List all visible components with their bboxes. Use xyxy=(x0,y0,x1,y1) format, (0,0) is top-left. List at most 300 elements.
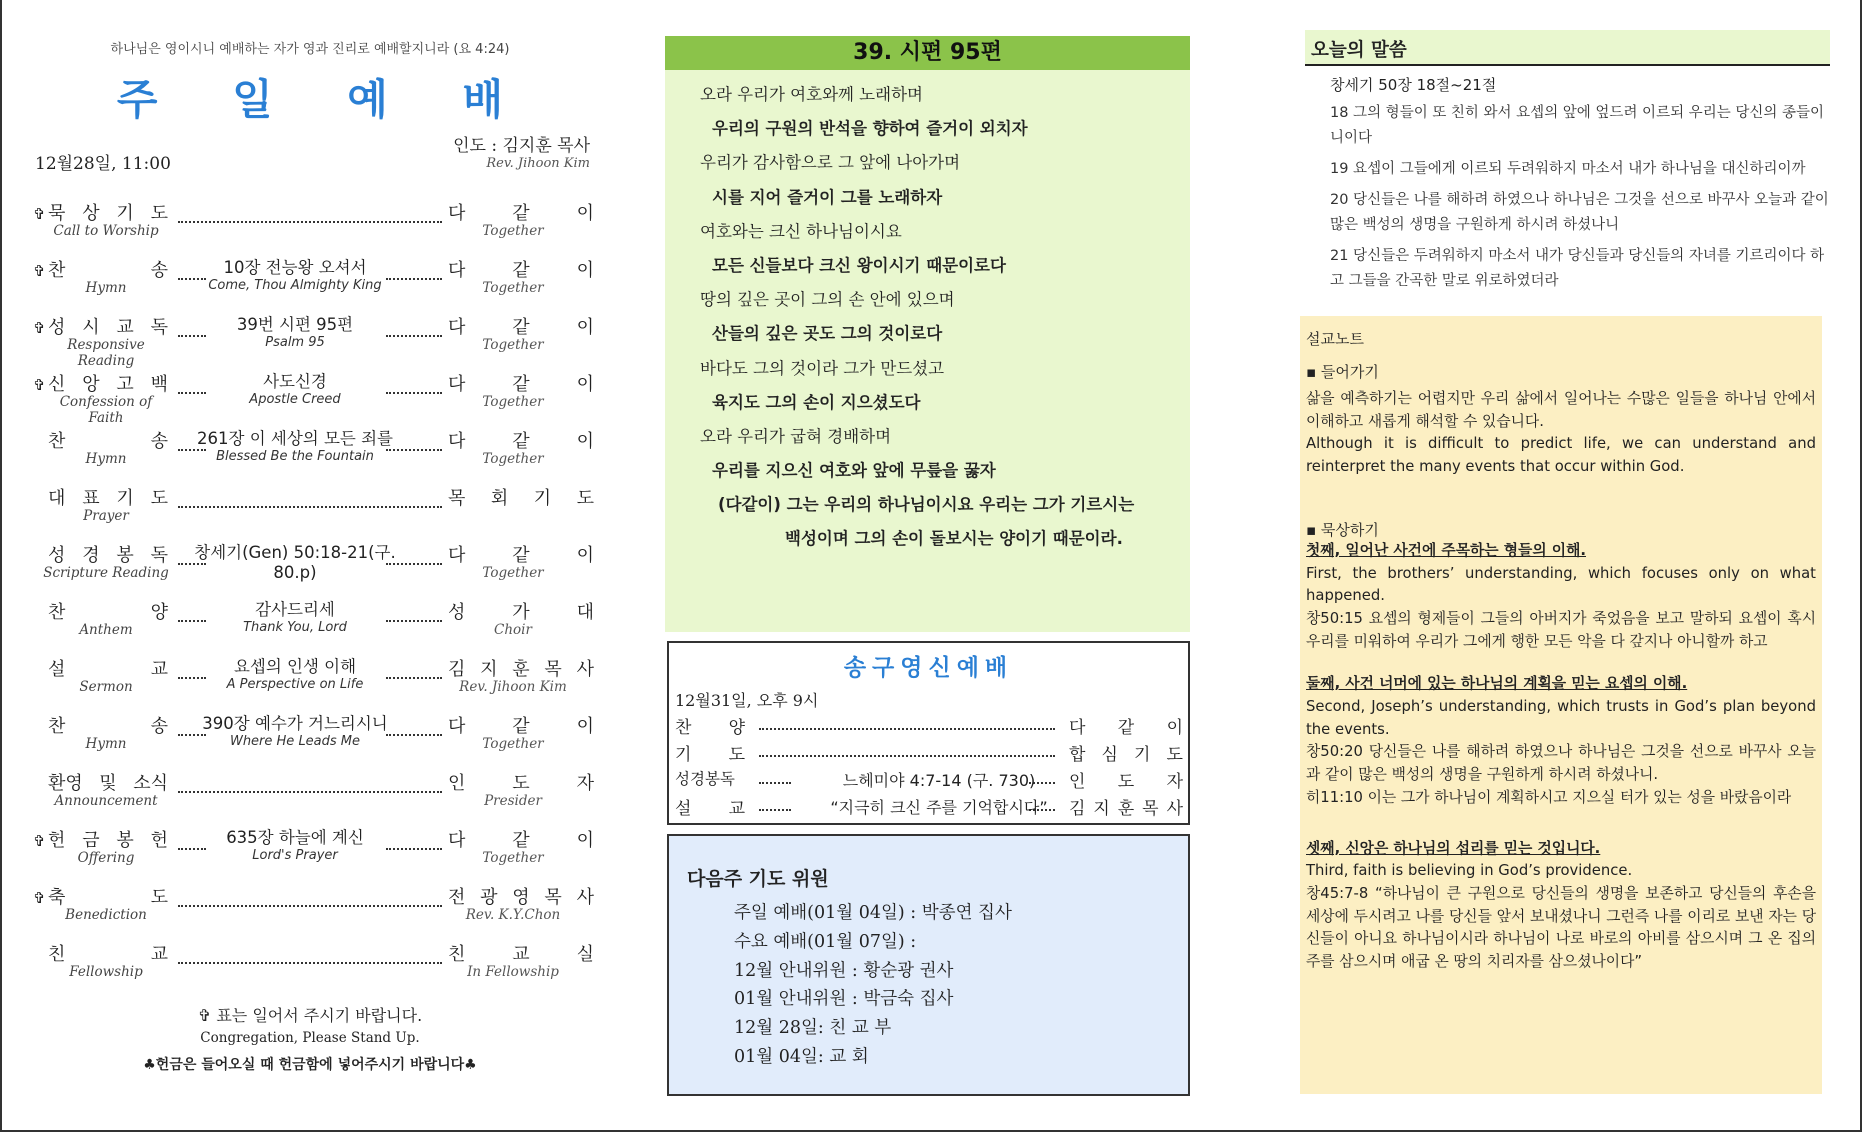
item-name-en: Offering xyxy=(77,850,135,866)
item-content-ko: 39번 시편 95편 xyxy=(236,315,354,334)
item-name-en: Sermon xyxy=(79,679,133,695)
order-row xyxy=(30,769,594,826)
item-content-en: Apostle Creed xyxy=(249,392,341,407)
item-performer-char: 회 xyxy=(490,488,509,509)
point1-ko: 창50:15 요셉의 형제들이 그들의 아버지가 죽었음을 보고 말하되 요셉이 혹시 우리를 미워하여 우리가 그에게 행한 모든 악을 다 갚지나 아니할까 하고 xyxy=(1306,609,1816,650)
item-name-char: 교 xyxy=(116,317,134,338)
item-name-char: 경 xyxy=(82,545,100,566)
meditation-label: ▪ 묵상하기 xyxy=(1306,520,1379,539)
point3-heading: 셋째, 신앙은 하나님의 섭리를 믿는 것입니다. xyxy=(1306,839,1601,857)
item-performer-en: Together xyxy=(482,565,544,581)
item-name xyxy=(48,484,168,510)
scripture-verse: 20 당신들은 나를 해하려 하였으나 하나님은 그것을 선으로 바꾸사 오늘과 같이 많은 백성의 생명을 구원하게 하시려 하셨나니 xyxy=(1330,192,1829,233)
psalm-panel xyxy=(665,36,1190,632)
item-performer xyxy=(448,199,594,225)
item-performer-char: 같 xyxy=(512,830,530,851)
item-content-ko: 사도신경 xyxy=(263,372,327,391)
item-content xyxy=(190,824,400,863)
point2-heading: 둘째, 사건 너머에 있는 하나님의 계획을 믿는 요셉의 이해. xyxy=(1306,675,1688,693)
service-date: 12월28일, 11:00 xyxy=(35,154,171,174)
service-meta xyxy=(30,127,590,185)
item-performer xyxy=(448,883,594,909)
item-name xyxy=(48,199,168,225)
item-performer-char: 사 xyxy=(576,659,594,680)
point2-ko2: 히11:10 이는 그가 하나님이 계획하시고 지으실 터가 있는 성을 바랐음이라 xyxy=(1306,788,1792,806)
item-performer-char: 목 xyxy=(544,659,562,680)
item-performer-char: 다 xyxy=(448,545,466,566)
item-content-ko: 창세기(Gen) 50:18-21(구. 80.p) xyxy=(194,543,396,582)
eve-item-char: 도 xyxy=(728,745,745,765)
item-name-char: 신 xyxy=(48,374,66,395)
order-row xyxy=(30,427,594,484)
eve-performer-char: 같 xyxy=(1117,718,1135,738)
item-performer-en: Rev. Jihoon Kim xyxy=(459,679,567,695)
eve-performer-char: 김 xyxy=(1069,799,1086,819)
item-name-char: 성 xyxy=(48,545,66,566)
psalm-line: 우리의 구원의 반석을 향하여 즐거이 외치자 xyxy=(712,119,1028,139)
cross-icon: ✞ xyxy=(33,889,46,907)
eve-item-name xyxy=(675,767,745,789)
leader-dots xyxy=(759,774,791,784)
eve-row xyxy=(669,738,1188,765)
item-name-en: Fellowship xyxy=(69,964,143,980)
item-content-en: Psalm 95 xyxy=(265,335,325,350)
item-name-en: Benediction xyxy=(65,907,147,923)
eve-performer-char: 다 xyxy=(1069,718,1086,738)
stand-note: ✞ 표는 일어서 주시기 바랍니다. xyxy=(197,1006,423,1025)
item-name xyxy=(48,256,168,282)
psalm-line: 오라 우리가 여호와께 노래하며 xyxy=(700,85,923,104)
psalm-title: 39. 시편 95편 xyxy=(665,36,1190,70)
item-performer-char: 광 xyxy=(480,887,498,908)
psalm-line: 시를 지어 즐거이 그를 노래하자 xyxy=(712,187,943,207)
header-verse: 하나님은 영이시니 예배하는 자가 영과 진리로 예배할지니라 (요 4:24) xyxy=(110,42,510,57)
item-performer xyxy=(448,712,594,738)
item-performer-en: Together xyxy=(482,223,544,239)
item-performer-char: 도 xyxy=(576,488,594,509)
point1-en: First, the brothers’ understanding, which focuses only on what happened. xyxy=(1306,564,1816,605)
item-name-char: 기 xyxy=(116,203,134,224)
order-row xyxy=(30,313,594,370)
item-name-char: 찬 xyxy=(48,602,66,623)
item-name-char: 백 xyxy=(150,374,168,395)
item-name-en: Anthem xyxy=(79,622,133,638)
item-performer-en: Together xyxy=(482,280,544,296)
eve-item-char: 성경봉독 xyxy=(675,770,735,788)
item-performer-char: 다 xyxy=(448,716,466,737)
item-name-en: Scripture Reading xyxy=(43,565,169,581)
eve-order xyxy=(669,711,1188,819)
item-performer-char: 도 xyxy=(512,773,530,794)
item-performer-en: Rev. K.Y.Chon xyxy=(465,907,561,923)
scripture-verse: 19 요셉이 그들에게 이르되 두려워하지 마소서 내가 하나님을 대신하리이까 xyxy=(1330,161,1806,177)
item-name-char: 교 xyxy=(150,659,168,680)
item-performer-char: 기 xyxy=(533,488,552,509)
eve-item-char: 양 xyxy=(728,718,745,738)
item-name-char: 송 xyxy=(150,716,168,737)
item-name xyxy=(48,712,168,738)
point2-en: Second, Joseph’s understanding, which trusts in God’s plan beyond the events. xyxy=(1306,698,1816,738)
item-performer xyxy=(448,655,594,681)
cross-icon: ✞ xyxy=(33,205,46,223)
eve-row xyxy=(669,711,1188,738)
next-title: 다음주 기도 위원 xyxy=(687,868,829,890)
eve-item-name xyxy=(675,794,745,819)
psalm-lines xyxy=(665,70,1190,557)
leader-dots xyxy=(178,777,442,793)
item-performer-char: 다 xyxy=(448,830,466,851)
item-performer-char: 같 xyxy=(512,203,530,224)
item-name-char: 송 xyxy=(150,431,168,452)
item-name-char: 독 xyxy=(150,545,168,566)
item-name xyxy=(48,769,168,795)
offering-note: ♣헌금은 들어오실 때 헌금함에 넣어주시기 바랍니다♣ xyxy=(143,1057,477,1073)
cross-icon: ✞ xyxy=(33,319,46,337)
item-name-en: Hymn xyxy=(85,451,127,467)
item-performer-char: 같 xyxy=(512,374,530,395)
leader-dots xyxy=(178,492,442,508)
item-name xyxy=(48,370,168,396)
item-name-en: Call to Worship xyxy=(53,223,159,239)
item-performer-char: 같 xyxy=(512,716,530,737)
item-name-en: Hymn xyxy=(85,280,127,296)
item-name-char: 대 xyxy=(48,488,66,509)
eve-performer-char: 훈 xyxy=(1117,799,1135,819)
eve-item-performer xyxy=(1069,767,1183,792)
item-content-ko: 261장 이 세상의 모든 죄를 xyxy=(197,429,393,448)
eve-performer-char: 심 xyxy=(1101,745,1118,765)
eve-performer-char: 도 xyxy=(1117,772,1135,792)
item-performer-char: 이 xyxy=(576,545,594,566)
leader-dots xyxy=(759,801,791,811)
item-name-char: 설 xyxy=(48,659,66,680)
eve-row xyxy=(669,792,1188,819)
item-performer-char: 사 xyxy=(576,887,594,908)
item-content xyxy=(190,425,400,464)
item-name xyxy=(48,826,168,852)
item-content-ko: 635장 하늘에 계신 xyxy=(226,828,364,847)
item-performer xyxy=(448,769,594,795)
item-performer-char: 이 xyxy=(576,830,594,851)
leader-dots xyxy=(759,747,1055,757)
item-name-char: 앙 xyxy=(82,374,100,395)
eve-performer-char: 기 xyxy=(1134,745,1151,765)
eve-performer-char: 도 xyxy=(1166,745,1183,765)
item-name-char: 금 xyxy=(82,830,100,851)
item-name-char: 찬 xyxy=(48,716,66,737)
sermon-notes xyxy=(1300,316,1822,1094)
eve-performer-char: 목 xyxy=(1142,799,1159,819)
item-name-en: Announcement xyxy=(54,793,158,809)
committee-line: 주일 예배(01월 04일) : 박종연 집사 xyxy=(734,903,1012,923)
item-name-char: 표 xyxy=(82,488,100,509)
item-content xyxy=(190,710,400,749)
leader-dots xyxy=(178,948,442,964)
item-performer-char: 김 xyxy=(448,659,466,680)
item-name-char: 기 xyxy=(116,488,134,509)
item-performer-char: 다 xyxy=(448,203,466,224)
psalm-line: (다같이) 그는 우리의 하나님이시요 우리는 그가 기르시는 xyxy=(718,495,1135,515)
psalm-line: 우리가 감사함으로 그 앞에 나아가며 xyxy=(700,153,961,173)
item-content xyxy=(190,368,400,407)
item-name-char: 시 xyxy=(82,317,100,338)
next-lines xyxy=(669,899,1188,1072)
item-performer-char: 영 xyxy=(512,887,530,908)
committee-line: 01월 04일: 교 회 xyxy=(734,1046,869,1067)
eve-item-char: 교 xyxy=(728,799,745,819)
eve-item-char: 기 xyxy=(675,745,692,765)
item-name-char: 환영 xyxy=(48,773,83,794)
order-row xyxy=(30,883,594,940)
intro-ko: 삶을 예측하기는 어렵지만 우리 삶에서 일어나는 수많은 일들을 하나님 안에서 이해하고 새롭게 해석할 수 있습니다. xyxy=(1306,390,1816,430)
item-name xyxy=(48,598,168,624)
worship-order-column xyxy=(30,38,594,1074)
item-name-char: 축 xyxy=(48,887,66,908)
eve-item-name xyxy=(675,713,745,738)
leader-dots xyxy=(178,891,442,907)
item-name-en: Confession of Faith xyxy=(59,394,153,426)
psalm-line: 산들의 깊은 곳도 그의 것이로다 xyxy=(712,324,943,344)
word-verses xyxy=(1305,101,1830,294)
item-performer-char: 자 xyxy=(576,773,594,794)
new-year-eve-service xyxy=(667,641,1190,825)
service-title: 주 일 예 배 xyxy=(116,75,534,124)
item-name-en: Responsive Reading xyxy=(67,337,145,369)
item-content-ko: 요셉의 인생 이해 xyxy=(233,657,357,676)
item-content xyxy=(190,254,400,293)
leader-en: Rev. Jihoon Kim xyxy=(486,156,590,171)
item-name-char: 교 xyxy=(150,944,168,965)
order-row xyxy=(30,826,594,883)
item-name-char: 도 xyxy=(150,488,168,509)
item-performer-char: 인 xyxy=(448,773,466,794)
item-performer-char: 교 xyxy=(512,944,530,965)
psalm-line: 오라 우리가 굽혀 경배하며 xyxy=(700,426,892,446)
psalm-line: 바다도 그의 것이라 그가 만드셨고 xyxy=(700,358,945,378)
cross-icon: ✞ xyxy=(33,832,46,850)
item-name-char: 양 xyxy=(150,602,168,623)
item-performer-char: 이 xyxy=(576,716,594,737)
eve-item-performer xyxy=(1069,713,1183,738)
item-content xyxy=(190,653,400,692)
scripture-verse: 21 당신들은 두려워하지 마소서 내가 당신들과 당신들의 자녀를 기르리이다 하고 그들을 간곡한 말로 위로하였더라 xyxy=(1330,248,1825,289)
point2-ko1: 창50:20 당신들은 나를 해하려 하였으나 하나님은 그것을 선으로 바꾸사 오늘과 같이 많은 백성의 생명을 구원하게 하시려 하셨나니. xyxy=(1306,743,1816,784)
item-name-char: 찬 xyxy=(48,431,66,452)
eve-performer-char: 이 xyxy=(1166,718,1183,738)
item-name-char: 묵 xyxy=(48,203,66,224)
item-performer xyxy=(448,427,594,453)
order-row xyxy=(30,712,594,769)
committee-line: 12월 28일: 친 교 부 xyxy=(734,1018,892,1039)
item-name xyxy=(48,655,168,681)
item-content-ko: 10장 전능왕 오셔서 xyxy=(223,258,367,277)
item-performer-char: 같 xyxy=(512,260,530,281)
item-content-en: A Perspective on Life xyxy=(226,677,364,692)
intro-label: ▪ 들어가기 xyxy=(1306,363,1379,381)
item-name-char: 소식 xyxy=(133,773,168,794)
item-performer-char: 이 xyxy=(576,317,594,338)
item-performer xyxy=(448,940,594,966)
note-title: 설교노트 xyxy=(1306,330,1364,348)
eve-title: 송구영신예배 xyxy=(843,655,1014,681)
eve-date: 12월31일, 오후 9시 xyxy=(675,691,819,710)
item-name-char: 헌 xyxy=(150,830,168,851)
item-performer-char: 실 xyxy=(576,944,594,965)
item-performer-en: Presider xyxy=(484,793,542,809)
item-name xyxy=(48,427,168,453)
order-of-worship xyxy=(30,199,594,997)
item-content-en: Where He Leads Me xyxy=(229,734,361,749)
item-performer-en: Together xyxy=(482,736,544,752)
word-title: 오늘의 말씀 xyxy=(1305,30,1830,66)
item-performer-char: 지 xyxy=(480,659,498,680)
item-content xyxy=(190,311,400,350)
point3-en: Third, faith is believing in God’s providence. xyxy=(1306,862,1633,880)
next-week-committee xyxy=(667,834,1190,1096)
item-performer-en: In Fellowship xyxy=(467,964,559,980)
item-name-char: 헌 xyxy=(48,830,66,851)
item-name-char: 봉 xyxy=(116,830,134,851)
item-performer-en: Together xyxy=(482,850,544,866)
service-leader xyxy=(453,131,590,171)
item-performer-char: 친 xyxy=(448,944,466,965)
item-performer xyxy=(448,598,594,624)
eve-item-content: 느헤미야 4:7-14 (구. 730) xyxy=(842,771,1036,790)
item-content xyxy=(190,539,400,582)
point3-ko: 창45:7-8 “하나님이 큰 구원으로 당신들의 생명을 보존하고 당신들의 후손을 세상에 두시려고 나를 당신들 앞서 보내셨나니 그런즉 나를 이리로 보낸 자는 당신들이 아니요 하나님이시라 하나님이 나로 바로의 아비를 삼으시며 그 온 집의 주를 삼으시며 애굽 온 땅의 치리자를 삼으셨나이다” xyxy=(1306,884,1816,971)
item-performer-char: 대 xyxy=(576,602,594,623)
item-performer xyxy=(448,256,594,282)
eve-performer-char: 지 xyxy=(1093,799,1110,819)
item-name-char: 고 xyxy=(116,374,134,395)
order-row xyxy=(30,199,594,256)
psalm-line: 땅의 깊은 곳이 그의 손 안에 있으며 xyxy=(700,290,955,310)
committee-line: 12월 안내위원 : 황순광 권사 xyxy=(734,960,954,981)
item-content-en: Lord's Prayer xyxy=(252,848,338,863)
item-name-char: 찬 xyxy=(48,260,66,281)
item-performer xyxy=(448,484,594,510)
item-performer-char: 가 xyxy=(512,602,530,623)
item-name xyxy=(48,313,168,339)
intro-en: Although it is difficult to predict life, we can understand and reinterpret the many events that occur within God. xyxy=(1306,435,1816,476)
item-performer-en: Choir xyxy=(494,622,532,638)
item-name xyxy=(48,940,168,966)
cross-icon: ✞ xyxy=(33,262,46,280)
item-performer-char: 이 xyxy=(576,203,594,224)
psalm-line: 우리를 지으신 여호와 앞에 무릎을 꿇자 xyxy=(712,461,996,481)
word-reference: 창세기 50장 18절~21절 xyxy=(1330,76,1497,94)
leader-dots xyxy=(178,207,442,223)
item-performer xyxy=(448,541,594,567)
psalm-line: 모든 신들보다 크신 왕이시기 때문이로다 xyxy=(712,255,1006,275)
eve-item-performer xyxy=(1069,794,1183,819)
item-performer-en: Together xyxy=(482,337,544,353)
item-name-char: 성 xyxy=(48,317,66,338)
eve-row xyxy=(669,765,1188,792)
item-performer-char: 이 xyxy=(576,260,594,281)
psalm-line: 여호와는 크신 하나님이시요 xyxy=(700,221,902,241)
item-performer-char: 목 xyxy=(544,887,562,908)
item-performer-char: 전 xyxy=(448,887,466,908)
eve-item-char: 찬 xyxy=(675,718,692,738)
order-row xyxy=(30,256,594,313)
committee-line: 01월 안내위원 : 박금숙 집사 xyxy=(734,989,954,1010)
order-row xyxy=(30,940,594,997)
item-performer-char: 다 xyxy=(448,431,466,452)
order-row xyxy=(30,598,594,655)
scripture-verse: 18 그의 형들이 또 친히 와서 요셉의 앞에 엎드려 이르되 우리는 당신의 종들이니이다 xyxy=(1330,105,1824,146)
eve-item-char: 설 xyxy=(675,799,692,819)
item-performer-char: 다 xyxy=(448,260,466,281)
item-performer-char: 같 xyxy=(512,545,530,566)
item-performer-char: 다 xyxy=(448,317,466,338)
item-name-char: 송 xyxy=(150,260,168,281)
eve-performer-char: 사 xyxy=(1166,799,1183,819)
item-name-en: Prayer xyxy=(83,508,129,524)
item-performer-char: 성 xyxy=(448,602,466,623)
item-content-ko: 390장 예수가 거느리시니 xyxy=(202,714,388,733)
item-name-char: 및 xyxy=(99,773,117,794)
leader-ko: 인도 : 김지훈 목사 xyxy=(453,136,590,156)
todays-word xyxy=(1305,30,1830,294)
order-row xyxy=(30,484,594,541)
item-performer-en: Together xyxy=(482,451,544,467)
item-performer xyxy=(448,370,594,396)
item-name-en: Hymn xyxy=(85,736,127,752)
item-name xyxy=(48,541,168,567)
eve-item-name xyxy=(675,740,745,765)
item-performer-char: 같 xyxy=(512,317,530,338)
item-content-ko: 감사드리세 xyxy=(255,600,335,619)
item-performer xyxy=(448,826,594,852)
eve-item-performer xyxy=(1069,740,1183,765)
item-name xyxy=(48,883,168,909)
order-row xyxy=(30,541,594,598)
eve-performer-char: 자 xyxy=(1166,772,1183,792)
item-performer-char: 다 xyxy=(448,374,466,395)
item-performer xyxy=(448,313,594,339)
item-name-char: 봉 xyxy=(116,545,134,566)
item-name-char: 친 xyxy=(48,944,66,965)
item-performer-char: 이 xyxy=(576,431,594,452)
cross-icon: ✞ xyxy=(33,376,46,394)
item-name-char: 도 xyxy=(150,203,168,224)
item-content-en: Thank You, Lord xyxy=(243,620,347,635)
item-performer-char: 이 xyxy=(576,374,594,395)
leader-dots xyxy=(759,720,1055,730)
item-content-en: Come, Thou Almighty King xyxy=(208,278,382,293)
eve-performer-char: 인 xyxy=(1069,772,1086,792)
psalm-line: 육지도 그의 손이 지으셨도다 xyxy=(712,392,921,412)
eve-item-content: “지극히 크신 주를 기억합시다” xyxy=(830,798,1048,817)
item-content-en: Blessed Be the Fountain xyxy=(216,449,374,464)
item-performer-en: Together xyxy=(482,394,544,410)
item-performer-char: 목 xyxy=(448,488,466,509)
item-content xyxy=(190,596,400,635)
stand-note-en: Congregation, Please Stand Up. xyxy=(200,1030,420,1046)
committee-line: 수요 예배(01월 07일) : xyxy=(734,931,917,952)
eve-performer-char: 합 xyxy=(1069,745,1086,765)
item-name-char: 도 xyxy=(150,887,168,908)
item-name-char: 상 xyxy=(82,203,100,224)
item-performer-char: 같 xyxy=(512,431,530,452)
order-row xyxy=(30,655,594,712)
order-row xyxy=(30,370,594,427)
item-name-char: 독 xyxy=(150,317,168,338)
point1-heading: 첫째, 일어난 사건에 주목하는 형들의 이해. xyxy=(1306,541,1586,559)
item-performer-char: 훈 xyxy=(512,659,530,680)
psalm-line: 백성이며 그의 손이 돌보시는 양이기 때문이라. xyxy=(785,529,1123,549)
